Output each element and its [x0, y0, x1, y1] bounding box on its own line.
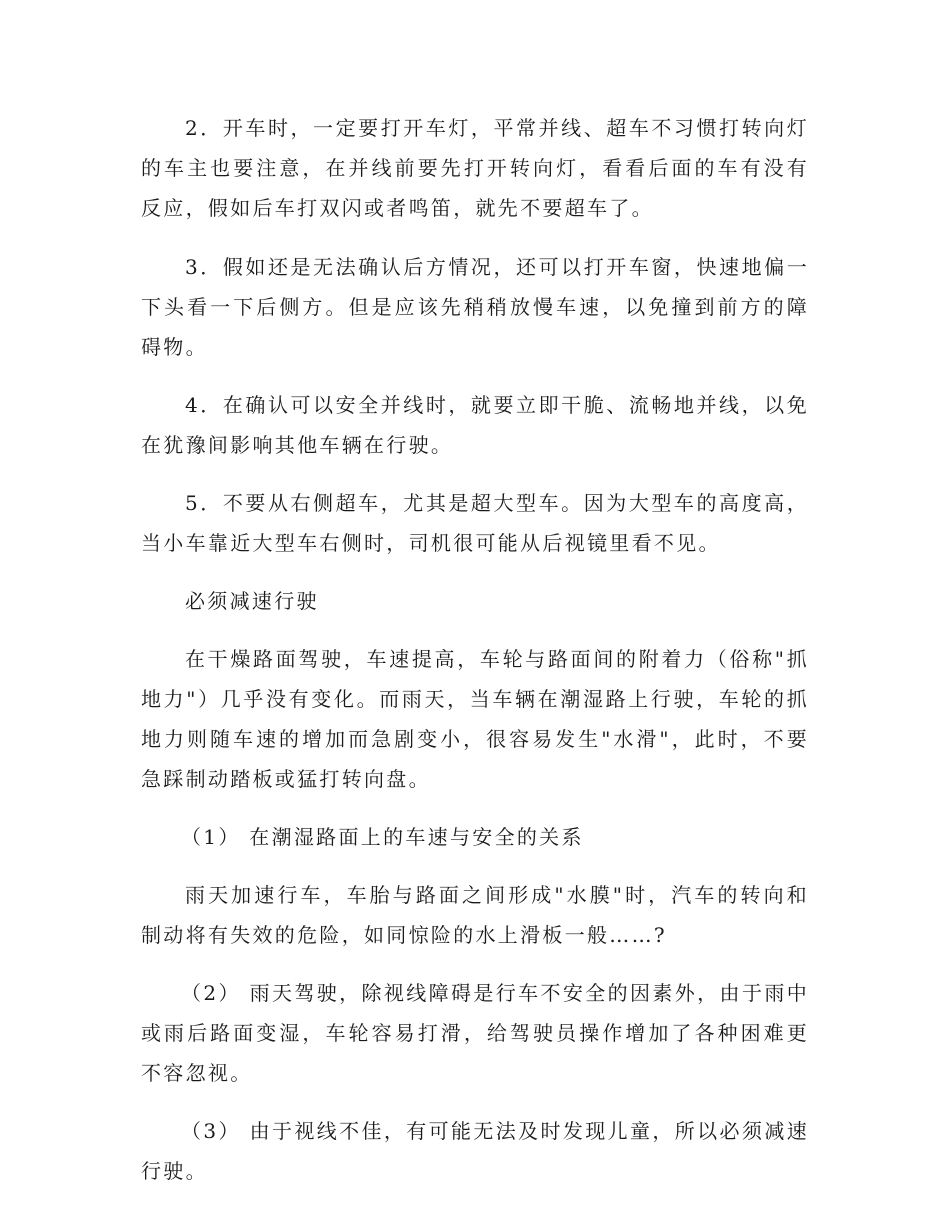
paragraph-2: 2．开车时，一定要打开车灯，平常并线、超车不习惯打转向灯的车主也要注意，在并线前要先打开转向灯，看看后面的车有没有反应，假如后车打双闪或者鸣笛，就先不要超车了。 — [141, 116, 809, 220]
section-heading: 必须减速行驶 — [185, 589, 319, 613]
intro-paragraph: 在干燥路面驾驶，车速提高，车轮与路面间的附着力（俗称"抓地力"）几乎没有变化。而雨天，当车辆在潮湿路上行驶，车轮的抓地力则随车速的增加而急剧变小，很容易发生"水滑"，此时，不要急踩制动踏板或猛打转向盘。 — [141, 647, 809, 791]
document-page — [141, 108, 809, 1191]
subheading-2: （2） 雨天驾驶，除视线障碍是行车不安全的因素外，由于雨中或雨后路面变湿，车轮容易打滑，给驾驶员操作增加了各种困难更不容忽视。 — [141, 981, 809, 1085]
subheading-3: （3） 由于视线不佳，有可能无法及时发现儿童，所以必须减速行驶。 — [141, 1119, 809, 1183]
paragraph-3: 3．假如还是无法确认后方情况，还可以打开车窗，快速地偏一下头看一下后侧方。但是应该先稍稍放慢车速，以免撞到前方的障碍物。 — [141, 255, 809, 359]
subheading-1-body: 雨天加速行车，车胎与路面之间形成"水膜"时，汽车的转向和制动将有失效的危险，如同惊险的水上滑板一般……? — [141, 883, 809, 947]
paragraph-4: 4．在确认可以安全并线时，就要立即干脆、流畅地并线，以免在犹豫间影响其他车辆在行驶。 — [141, 393, 809, 457]
paragraph-5: 5．不要从右侧超车，尤其是超大型车。因为大型车的高度高，当小车靠近大型车右侧时，司机很可能从后视镜里看不见。 — [141, 491, 809, 555]
subheading-1: （1） 在潮湿路面上的车速与安全的关系 — [181, 825, 584, 849]
